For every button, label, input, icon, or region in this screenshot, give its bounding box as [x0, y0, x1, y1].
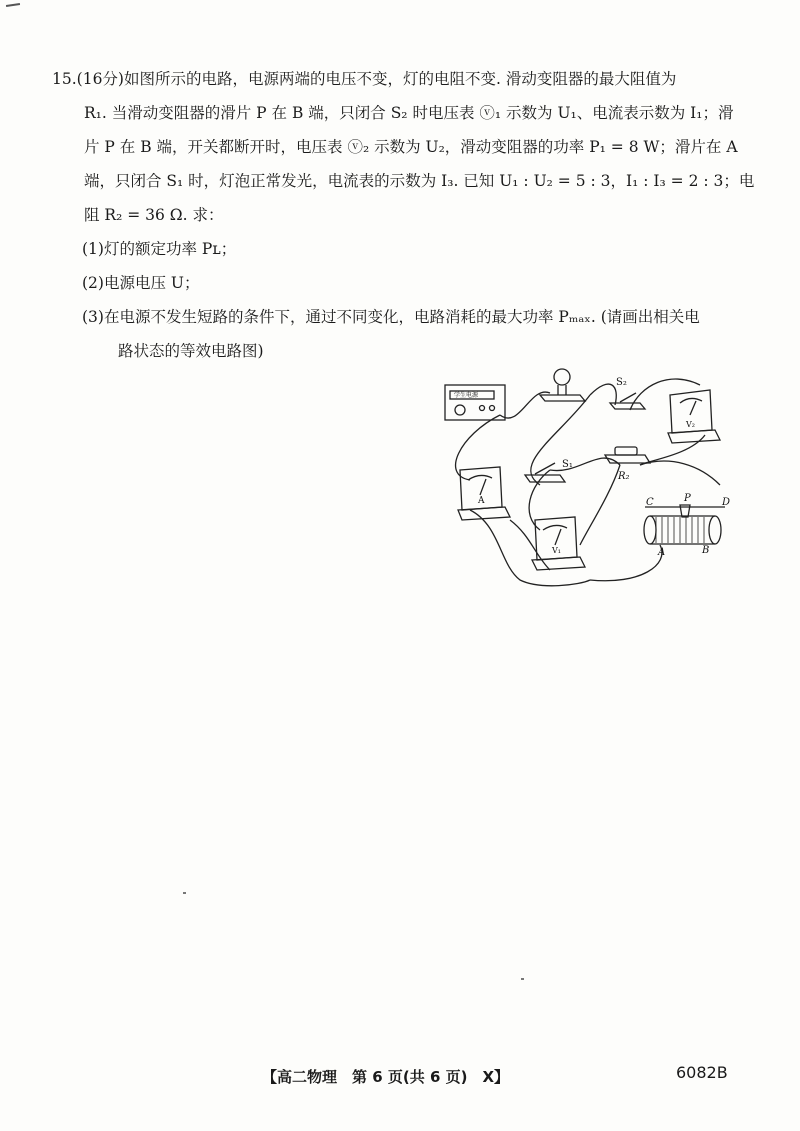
scan-speck — [183, 892, 186, 894]
paper-code: 6082B — [676, 1063, 728, 1082]
scan-speck — [521, 978, 524, 980]
circuit-figure — [440, 355, 740, 595]
label-d: D — [722, 497, 731, 508]
problem-15 — [52, 62, 755, 368]
label-p: P — [684, 493, 691, 504]
label-ammeter: A — [478, 496, 485, 506]
question-3: (3)在电源不发生短路的条件下，通过不同变化，电路消耗的最大功率 Pₘₐₓ. (请画出相关电 — [82, 308, 700, 326]
problem-line-2: R₁. 当滑动变阻器的滑片 P 在 B 端，只闭合 S₂ 时电压表 ⓥ₁ 示数为 U₁、电流表示数为 I₁；滑 — [84, 104, 734, 122]
label-v1: V₁ — [552, 546, 561, 555]
problem-line-4: 端，只闭合 S₁ 时，灯泡正常发光，电流表的示数为 I₃. 已知 U₁ : U₂ = 5 : 3，I₁ : I₃ = 2 : 3；电 — [84, 172, 755, 190]
footer-page-info: 【高二物理 第 6 页(共 6 页) X】 — [262, 1068, 510, 1086]
problem-line-1: 15.(16分)如图所示的电路，电源两端的电压不变，灯的电阻不变. 滑动变阻器的最大阻值为 — [52, 70, 677, 88]
label-c: C — [646, 497, 654, 508]
label-v2: V₂ — [686, 420, 695, 429]
label-b-terminal: B — [702, 545, 710, 556]
scan-mark — [6, 3, 20, 7]
problem-line-5: 阻 R₂ = 36 Ω. 求： — [84, 206, 224, 224]
label-s2: S₂ — [616, 377, 627, 388]
problem-score: (16分) — [76, 70, 124, 88]
problem-number: 15. — [52, 70, 77, 88]
problem-line-3: 片 P 在 B 端，开关都断开时，电压表 ⓥ₂ 示数为 U₂，滑动变阻器的功率 P₁ = 8 W；滑片在 A — [84, 138, 738, 156]
label-a-terminal: A — [658, 547, 666, 558]
question-1: (1)灯的额定功率 Pʟ； — [82, 240, 237, 258]
label-s1: S₁ — [562, 459, 573, 470]
label-r2: R₂ — [618, 471, 630, 482]
power-supply-label: 学生电源 — [454, 392, 479, 399]
question-3-cont: 路状态的等效电路图) — [118, 342, 264, 360]
question-2: (2)电源电压 U； — [82, 274, 200, 292]
